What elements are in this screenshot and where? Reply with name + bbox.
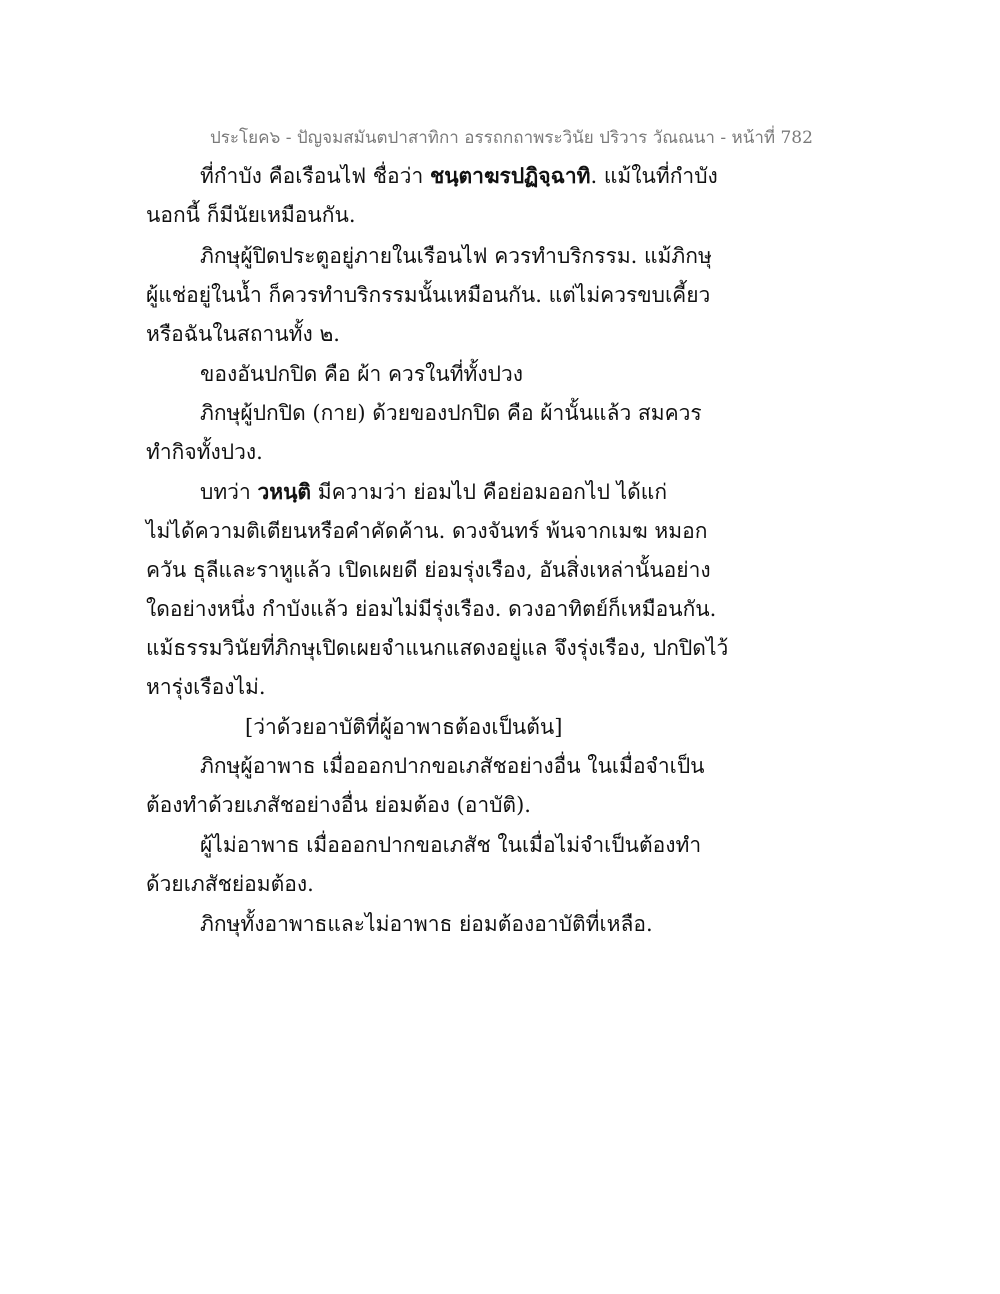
- text-line: ภิกษุผู้อาพาธ เมื่อออกปากขอเภสัชอย่างอื่น ในเมื่อจำเป็น: [200, 754, 705, 778]
- pali-term: ชนฺตาฆรปฏิจฺฉาทิ: [429, 163, 591, 188]
- text-line: หารุ่งเรืองไม่.: [146, 675, 266, 699]
- text-line: ไม่ได้ความติเตียนหรือคำคัดค้าน. ดวงจันทร์ พ้นจากเมฆ หมอก: [146, 519, 708, 543]
- text-line: ผู้ไม่อาพาธ เมื่อออกปากขอเภสัช ในเมื่อไม่จำเป็นต้องทำ: [200, 833, 702, 857]
- text-line: นอกนี้ ก็มีนัยเหมือนกัน.: [146, 203, 356, 227]
- text-line: ต้องทำด้วยเภสัชอย่างอื่น ย่อมต้อง (อาบัติ).: [146, 793, 531, 817]
- pali-term: วหนฺติ: [257, 479, 312, 504]
- text-run: มีความว่า ย่อมไป คือย่อมออกไป ได้แก่: [311, 480, 668, 504]
- text-line: ผู้แช่อยู่ในน้ำ ก็ควรทำบริกรรมนั้นเหมือนกัน. แต่ไม่ควรขบเคี้ยว: [146, 283, 711, 307]
- text-run: . แม้ในที่กำบัง: [590, 164, 718, 188]
- text-line: ภิกษุทั้งอาพาธและไม่อาพาธ ย่อมต้องอาบัติที่เหลือ.: [200, 912, 653, 936]
- page-header: ประโยค๖ - ปัญจมสมันตปาสาทิกา อรรถกถาพระวินัย ปริวาร วัณณนา - หน้าที่ 782: [210, 128, 813, 148]
- text-run: บทว่า: [200, 480, 258, 504]
- text-line: ทำกิจทั้งปวง.: [146, 440, 263, 464]
- text-line: ของอันปกปิด คือ ผ้า ควรในที่ทั้งปวง: [200, 362, 524, 386]
- text-line: หรือฉันในสถานทั้ง ๒.: [146, 322, 340, 346]
- text-line: [200, 478, 667, 506]
- text-line: ด้วยเภสัชย่อมต้อง.: [146, 872, 314, 896]
- section-heading: [ว่าด้วยอาบัติที่ผู้อาพาธต้องเป็นต้น]: [245, 715, 563, 739]
- text-line: ภิกษุผู้ปกปิด (กาย) ด้วยของปกปิด คือ ผ้านั้นแล้ว สมควร: [200, 401, 702, 425]
- text-run: ที่กำบัง คือเรือนไฟ ชื่อว่า: [200, 164, 430, 188]
- text-line: ใดอย่างหนึ่ง กำบังแล้ว ย่อมไม่มีรุ่งเรือง. ดวงอาทิตย์ก็เหมือนกัน.: [146, 597, 717, 621]
- text-line: ภิกษุผู้ปิดประตูอยู่ภายในเรือนไฟ ควรทำบริกรรม. แม้ภิกษุ: [200, 244, 712, 268]
- text-line: [200, 162, 718, 190]
- text-line: ควัน ธุลีและราหูแล้ว เปิดเผยดี ย่อมรุ่งเรือง, อันสิ่งเหล่านั้นอย่าง: [146, 558, 711, 582]
- text-line: แม้ธรรมวินัยที่ภิกษุเปิดเผยจำแนกแสดงอยู่แล จึงรุ่งเรือง, ปกปิดไว้: [146, 636, 729, 660]
